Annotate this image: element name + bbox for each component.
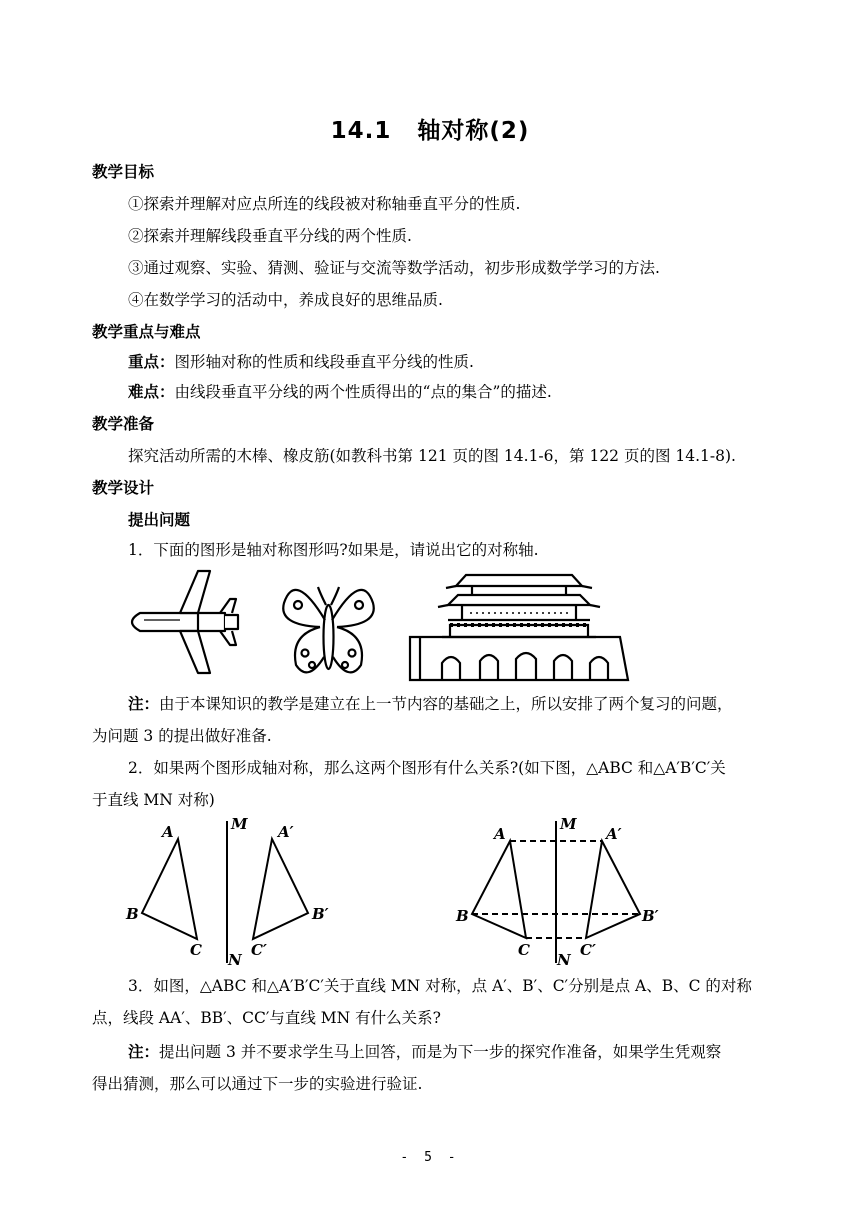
symmetry-figure-left	[120, 815, 340, 970]
question-2-line-1: 2．如果两个图形成轴对称，那么这两个图形有什么关系?(如下图，△ABC 和△A′B′C′关	[128, 759, 726, 777]
objective-item: ②探索并理解线段垂直平分线的两个性质.	[128, 227, 412, 245]
label-n: N	[228, 951, 242, 969]
triangle-abc-prime	[586, 841, 640, 938]
objectives-heading: 教学目标	[92, 163, 155, 181]
note-2-text: 提出问题 3 并不要求学生马上回答，而是为下一步的探究作准备，如果学生凭观察	[159, 1043, 722, 1061]
key-point-line	[128, 351, 828, 373]
label-n: N	[557, 951, 571, 969]
question-2-line-2: 于直线 MN 对称)	[92, 791, 215, 809]
note-2-label: 注：	[128, 1043, 160, 1061]
title-number: 14.1	[330, 118, 392, 144]
triangle-abc-prime	[253, 839, 308, 939]
label-a: A	[494, 825, 506, 843]
triangle-abc	[472, 841, 526, 938]
label-b-prime: B′	[642, 907, 659, 925]
label-c: C	[190, 941, 202, 959]
label-b-prime: B′	[312, 905, 329, 923]
label-a: A	[162, 823, 174, 841]
design-subheading: 提出问题	[128, 511, 191, 529]
objective-item: ③通过观察、实验、猜测、验证与交流等数学活动，初步形成数学学习的方法.	[128, 259, 660, 277]
label-c-prime: C′	[251, 941, 267, 959]
question-1: 1．下面的图形是轴对称图形吗?如果是，请说出它的对称轴.	[128, 541, 539, 559]
label-b: B	[126, 905, 139, 923]
symmetry-figure-right	[452, 815, 672, 970]
label-c: C	[518, 941, 530, 959]
note-1-line-2: 为问题 3 的提出做好准备.	[92, 727, 272, 745]
note-1-line-1	[92, 693, 792, 715]
butterfly-figure	[283, 587, 374, 672]
label-m: M	[560, 815, 577, 833]
preparation-heading: 教学准备	[92, 415, 155, 433]
triangle-abc	[142, 839, 197, 939]
label-a-prime: A′	[278, 823, 294, 841]
airplane-figure	[132, 571, 238, 673]
question-3-line-2: 点，线段 AA′、BB′、CC′与直线 MN 有什么关系?	[92, 1009, 441, 1027]
difficult-label: 难点：	[128, 383, 175, 401]
objective-item: ④在数学学习的活动中，养成良好的思维品质.	[128, 291, 443, 309]
page-number: - 5 -	[400, 1150, 460, 1165]
page-title	[0, 112, 860, 145]
question-3-line-1: 3．如图，△ABC 和△A′B′C′关于直线 MN 对称，点 A′、B′、C′分别是点 A、B、C 的对称	[128, 977, 752, 995]
key-label: 重点：	[128, 353, 175, 371]
title-text: 轴对称(2)	[417, 118, 530, 144]
label-m: M	[231, 815, 248, 833]
note-1-text: 由于本课知识的教学是建立在上一节内容的基础之上，所以安排了两个复习的问题，	[159, 695, 733, 713]
label-c-prime: C′	[580, 941, 596, 959]
difficult-point-line	[128, 381, 828, 403]
figures-row	[120, 565, 650, 690]
label-a-prime: A′	[606, 825, 622, 843]
label-b: B	[456, 907, 469, 925]
key-points-heading: 教学重点与难点	[92, 323, 201, 341]
difficult-text: 由线段垂直平分线的两个性质得出的“点的集合”的描述.	[174, 383, 552, 401]
note-1-label: 注：	[128, 695, 160, 713]
key-text: 图形轴对称的性质和线段垂直平分线的性质.	[174, 353, 474, 371]
note-2-line-1	[92, 1041, 792, 1063]
gate-tower-figure	[410, 575, 628, 680]
preparation-text: 探究活动所需的木棒、橡皮筋(如教科书第 121 页的图 14.1-6，第 122 页的图 14.1-8).	[128, 447, 736, 465]
objective-item: ①探索并理解对应点所连的线段被对称轴垂直平分的性质.	[128, 195, 521, 213]
design-heading: 教学设计	[92, 479, 155, 497]
note-2-line-2: 得出猜测，那么可以通过下一步的实验进行验证.	[92, 1075, 423, 1093]
